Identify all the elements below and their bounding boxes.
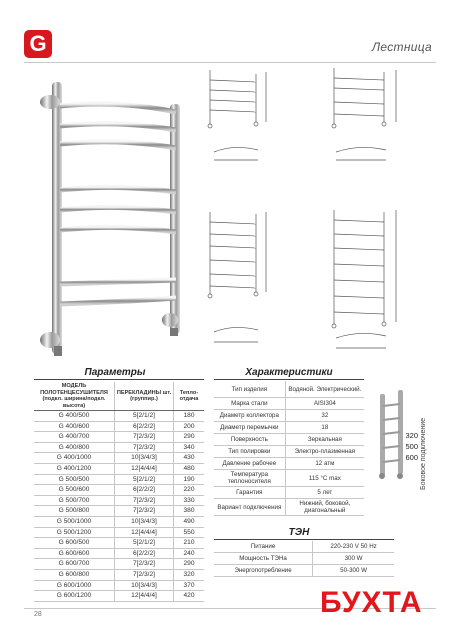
params-cell: 6[2/2/2] xyxy=(115,485,174,496)
params-cell: 240 xyxy=(174,548,205,559)
side-connection-label: Боковое подключение xyxy=(420,417,427,490)
params-row xyxy=(34,495,204,506)
params-col-heat: Тепло-отдача xyxy=(174,382,205,411)
params-row xyxy=(34,421,204,432)
params-cell: 290 xyxy=(174,432,205,443)
side-sizes xyxy=(398,430,418,463)
chars-cell: Нижний, боковой, диагональный xyxy=(285,499,364,516)
params-cell: 430 xyxy=(174,453,205,464)
ten-cell: Мощность ТЭНа xyxy=(214,553,313,565)
chars-cell: Электро-плазменная xyxy=(285,446,364,458)
params-row xyxy=(34,432,204,443)
params-cell: 7[2/3/2] xyxy=(115,569,174,580)
params-col-bars: ПЕРЕКЛАДИНЫ шт. (группир.) xyxy=(115,382,174,411)
params-title: Параметры xyxy=(84,367,146,378)
params-row xyxy=(34,527,204,538)
chars-row xyxy=(214,422,364,434)
chars-cell: Давление рабочее xyxy=(214,458,285,470)
params-cell: G 600/500 xyxy=(34,538,115,549)
params-row xyxy=(34,559,204,570)
product-photo xyxy=(30,72,200,362)
params-cell: 10[3/4/3] xyxy=(115,516,174,527)
params-cell: G 400/600 xyxy=(34,421,115,432)
ten-cell: 220-230 V 50 Hz xyxy=(313,541,394,553)
params-row xyxy=(34,516,204,527)
params-cell: 200 xyxy=(174,421,205,432)
chars-cell: Тип изделия xyxy=(214,381,285,398)
brand-logo: G xyxy=(24,30,52,58)
chars-row xyxy=(214,470,364,487)
params-cell: G 600/1200 xyxy=(34,591,115,602)
params-cell: 330 xyxy=(174,495,205,506)
page-number: 28 xyxy=(34,611,42,618)
params-cell: 7[2/3/2] xyxy=(115,506,174,517)
watermark-stamp: БУХТА xyxy=(320,586,423,619)
params-cell: 370 xyxy=(174,580,205,591)
chars-row xyxy=(214,446,364,458)
params-row xyxy=(34,506,204,517)
chars-row xyxy=(214,458,364,470)
chars-cell: AISI304 xyxy=(285,398,364,410)
params-row xyxy=(34,485,204,496)
params-row xyxy=(34,474,204,485)
chars-row xyxy=(214,398,364,410)
chars-cell: Гарантия xyxy=(214,487,285,499)
chars-title: Характеристики xyxy=(245,367,333,378)
technical-drawings xyxy=(200,62,440,362)
chars-table xyxy=(214,381,364,516)
params-cell: G 500/1000 xyxy=(34,516,115,527)
params-cell: G 600/1000 xyxy=(34,580,115,591)
page-title: Лестница xyxy=(371,40,432,54)
chars-cell: Диаметр коллектора xyxy=(214,410,285,422)
params-row xyxy=(34,569,204,580)
side-size: 320 xyxy=(405,431,418,440)
params-cell: 550 xyxy=(174,527,205,538)
chars-cell: Водяной. Электрический. xyxy=(285,381,364,398)
params-cell: 190 xyxy=(174,474,205,485)
params-cell: G 400/500 xyxy=(34,411,115,422)
params-cell: 480 xyxy=(174,463,205,474)
params-row xyxy=(34,580,204,591)
chars-cell: Поверхность xyxy=(214,434,285,446)
params-cell: 340 xyxy=(174,442,205,453)
params-cell: 320 xyxy=(174,569,205,580)
params-cell: 10[3/4/3] xyxy=(115,453,174,464)
ten-table xyxy=(214,541,394,577)
params-row xyxy=(34,411,204,422)
chars-cell: 18 xyxy=(285,422,364,434)
params-table xyxy=(34,382,204,602)
chars-rule xyxy=(214,379,364,380)
params-cell: 6[2/2/2] xyxy=(115,548,174,559)
ten-row xyxy=(214,541,394,553)
chars-cell: 12 атм xyxy=(285,458,364,470)
ten-cell: 300 W xyxy=(313,553,394,565)
params-cell: G 600/700 xyxy=(34,559,115,570)
params-row xyxy=(34,591,204,602)
params-cell: 5[2/1/2] xyxy=(115,538,174,549)
params-cell: 7[2/3/2] xyxy=(115,432,174,443)
chars-row xyxy=(214,499,364,516)
ten-rule xyxy=(214,539,394,540)
ten-row xyxy=(214,565,394,577)
params-cell: 180 xyxy=(174,411,205,422)
params-rule xyxy=(34,379,204,380)
side-size: 500 xyxy=(405,442,418,451)
chars-row xyxy=(214,434,364,446)
chars-row xyxy=(214,410,364,422)
params-cell: 290 xyxy=(174,559,205,570)
params-cell: 380 xyxy=(174,506,205,517)
params-cell: 490 xyxy=(174,516,205,527)
params-cell: 210 xyxy=(174,538,205,549)
params-cell: G 400/1200 xyxy=(34,463,115,474)
ten-cell: Энергопотребление xyxy=(214,565,313,577)
chars-row xyxy=(214,381,364,398)
chars-cell: Температура теплоносителя xyxy=(214,470,285,487)
params-cell: 12[4/4/4] xyxy=(115,591,174,602)
params-cell: 420 xyxy=(174,591,205,602)
chars-cell: Диаметр перемычки xyxy=(214,422,285,434)
params-row xyxy=(34,463,204,474)
params-cell: G 600/600 xyxy=(34,548,115,559)
chars-cell: Зеркальная xyxy=(285,434,364,446)
params-cell: 6[2/2/2] xyxy=(115,421,174,432)
chars-cell: Вариант подключения xyxy=(214,499,285,516)
params-cell: G 500/800 xyxy=(34,506,115,517)
params-cell: G 600/800 xyxy=(34,569,115,580)
params-cell: G 400/800 xyxy=(34,442,115,453)
chars-cell: 32 xyxy=(285,410,364,422)
side-size: 600 xyxy=(405,453,418,462)
ten-cell: 50-300 W xyxy=(313,565,394,577)
params-cell: G 500/500 xyxy=(34,474,115,485)
params-cell: 10[3/4/3] xyxy=(115,580,174,591)
params-cell: G 500/600 xyxy=(34,485,115,496)
params-cell: 220 xyxy=(174,485,205,496)
params-col-model: МОДЕЛЬ ПОЛОТЕНЦЕСУШИТЕЛЯ (подкл. ширина/подкл. высота) xyxy=(34,382,115,411)
chars-cell: 115 °С max xyxy=(285,470,364,487)
params-cell: 7[2/3/2] xyxy=(115,559,174,570)
params-cell: 12[4/4/4] xyxy=(115,527,174,538)
chars-cell: Тип полировки xyxy=(214,446,285,458)
params-cell: 5[2/1/2] xyxy=(115,474,174,485)
params-cell: 5[2/1/2] xyxy=(115,411,174,422)
ten-cell: Питание xyxy=(214,541,313,553)
params-header-row xyxy=(34,382,204,411)
ten-title: ТЭН xyxy=(288,527,310,538)
params-cell: 7[2/3/2] xyxy=(115,495,174,506)
params-cell: G 500/700 xyxy=(34,495,115,506)
params-row xyxy=(34,548,204,559)
params-row xyxy=(34,453,204,464)
params-cell: G 400/700 xyxy=(34,432,115,443)
chars-row xyxy=(214,487,364,499)
ten-row xyxy=(214,553,394,565)
chars-cell: 5 лет xyxy=(285,487,364,499)
params-cell: G 500/1200 xyxy=(34,527,115,538)
chars-cell: Марка стали xyxy=(214,398,285,410)
params-cell: 7[2/3/2] xyxy=(115,442,174,453)
params-row xyxy=(34,442,204,453)
params-cell: G 400/1000 xyxy=(34,453,115,464)
params-row xyxy=(34,538,204,549)
params-cell: 12[4/4/4] xyxy=(115,463,174,474)
